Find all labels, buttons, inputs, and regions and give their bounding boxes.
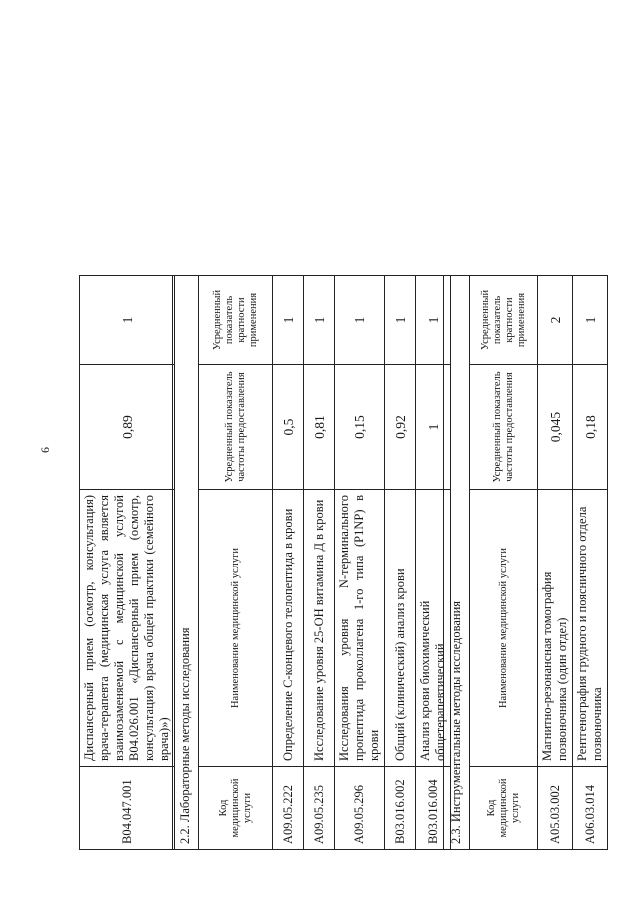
- frequency-value: 0,89: [80, 365, 175, 490]
- header-multiplicity: Усредненный показатель кратности применения: [199, 276, 273, 365]
- service-name: Определение C-концевого телопептида в крови: [273, 490, 304, 767]
- service-name: Диспансерный прием (осмотр, консультация) врача-терапевта (медицинская услуга является взаимозаменяемой с медицинской услугой B04.026.001 «Диспансерный прием (осмотр, консультация) врача общей практики (семейного врача)»): [80, 490, 175, 767]
- frequency-value: 1: [416, 365, 451, 490]
- service-code: A09.05.235: [304, 767, 335, 850]
- section-title-row: [173, 276, 199, 850]
- section-title-row: [444, 276, 470, 850]
- header-code: Код медицинской услуги: [470, 767, 538, 850]
- service-code: A09.05.222: [273, 767, 304, 850]
- frequency-value: 0,92: [385, 365, 416, 490]
- rotated-page-content: [79, 67, 604, 850]
- service-code: B04.047.001: [80, 767, 175, 850]
- table-row: [80, 276, 175, 850]
- frequency-value: 0,5: [273, 365, 304, 490]
- table-row: [385, 276, 416, 850]
- header-frequency: Усредненный показатель частоты предоставления: [470, 365, 538, 490]
- header-frequency: Усредненный показатель частоты предоставления: [199, 365, 273, 490]
- instrumental-methods-table: [443, 275, 608, 850]
- service-code: B03.016.004: [416, 767, 451, 850]
- header-row: [470, 276, 538, 850]
- frequency-value: 0,18: [573, 365, 608, 490]
- service-name: Магнитно-резонансная томография позвоночника (один отдел): [538, 490, 573, 767]
- frequency-value: 0,81: [304, 365, 335, 490]
- frequency-value: 0,15: [335, 365, 385, 490]
- service-name: Анализ крови биохимический общетерапевтический: [416, 490, 451, 767]
- frequency-value: 0,045: [538, 365, 573, 490]
- lab-methods-table: [172, 275, 451, 850]
- service-name: Исследование уровня 25-ОН витамина Д в крови: [304, 490, 335, 767]
- service-name: Исследования уровня N-терминального пропептида проколлагена 1-го типа (P1NP) в крови: [335, 490, 385, 767]
- header-name: Наименование медицинской услуги: [199, 490, 273, 767]
- multiplicity-value: 1: [304, 276, 335, 365]
- service-name: Общий (клинический) анализ крови: [385, 490, 416, 767]
- multiplicity-value: 1: [335, 276, 385, 365]
- multiplicity-value: 1: [273, 276, 304, 365]
- service-name: Рентгенография грудного и поясничного отдела позвоночника: [573, 490, 608, 767]
- multiplicity-value: 1: [416, 276, 451, 365]
- section-title: 2.2. Лабораторные методы исследования: [173, 276, 199, 850]
- table-row: [273, 276, 304, 850]
- top-service-table: [79, 275, 175, 850]
- service-code: A09.05.296: [335, 767, 385, 850]
- service-code: A06.03.014: [573, 767, 608, 850]
- page-number: 6: [38, 447, 52, 453]
- multiplicity-value: 1: [80, 276, 175, 365]
- multiplicity-value: 1: [573, 276, 608, 365]
- table-row: [304, 276, 335, 850]
- header-multiplicity: Усредненный показатель кратности применения: [470, 276, 538, 365]
- header-name: Наименование медицинской услуги: [470, 490, 538, 767]
- header-row: [199, 276, 273, 850]
- table-row: [538, 276, 573, 850]
- service-code: B03.016.002: [385, 767, 416, 850]
- table-row: [573, 276, 608, 850]
- table-row: [335, 276, 385, 850]
- section-title: 2.3. Инструментальные методы исследования: [444, 276, 470, 850]
- multiplicity-value: 1: [385, 276, 416, 365]
- multiplicity-value: 2: [538, 276, 573, 365]
- service-code: A05.03.002: [538, 767, 573, 850]
- header-code: Код медицинской услуги: [199, 767, 273, 850]
